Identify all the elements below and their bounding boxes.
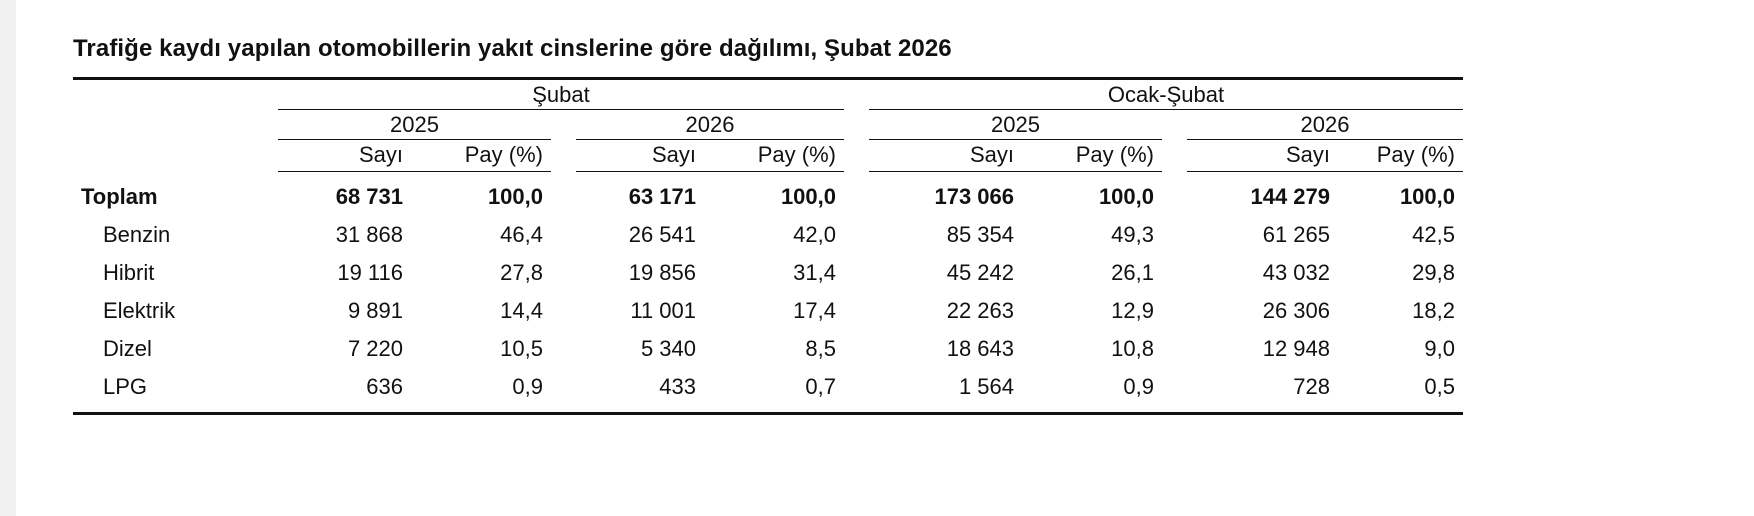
cell-pay: 17,4 xyxy=(793,298,836,323)
cell-sayi: 173 066 xyxy=(934,184,1014,209)
cell-gap xyxy=(844,368,869,414)
cell-gap xyxy=(551,292,576,330)
table-body xyxy=(73,172,1463,414)
cell-pay: 42,0 xyxy=(793,222,836,247)
cell-pay: 10,5 xyxy=(500,336,543,361)
stub-header xyxy=(73,79,278,110)
group-gap xyxy=(844,79,869,110)
cell-sayi: 636 xyxy=(366,374,403,399)
cell-pay: 100,0 xyxy=(1098,184,1154,209)
table-row xyxy=(73,330,1463,368)
cell-pay: 29,8 xyxy=(1412,260,1455,285)
cell-gap xyxy=(1162,292,1187,330)
fuel-type-table xyxy=(73,77,1463,415)
cell-sayi: 63 171 xyxy=(628,184,696,209)
year-header: 2026 xyxy=(1187,110,1463,140)
stub-header xyxy=(73,110,278,140)
cell-pay: 100,0 xyxy=(1399,184,1455,209)
document-body xyxy=(73,34,1455,415)
cell-sayi: 85 354 xyxy=(946,222,1014,247)
cell-sayi: 31 868 xyxy=(335,222,403,247)
subcol-gap xyxy=(551,140,576,172)
cell-sayi: 11 001 xyxy=(630,298,696,323)
cell-sayi: 61 265 xyxy=(1262,222,1330,247)
cell-gap xyxy=(1162,330,1187,368)
subcol-gap xyxy=(1162,140,1187,172)
stub-header xyxy=(73,140,278,172)
cell-pay: 0,5 xyxy=(1424,374,1455,399)
cell-gap xyxy=(551,368,576,414)
row-label: Toplam xyxy=(81,183,158,209)
cell-pay: 27,8 xyxy=(500,260,543,285)
page-left-margin xyxy=(0,0,16,516)
col-header-pay: Pay (%) xyxy=(1022,140,1162,172)
cell-pay: 0,7 xyxy=(805,374,836,399)
cell-pay: 100,0 xyxy=(487,184,543,209)
year-gap xyxy=(551,110,576,140)
cell-gap xyxy=(551,330,576,368)
cell-sayi: 12 948 xyxy=(1262,336,1330,361)
group-header-subat: Şubat xyxy=(278,79,844,110)
cell-gap xyxy=(844,254,869,292)
cell-sayi: 68 731 xyxy=(335,184,403,209)
cell-sayi: 9 891 xyxy=(347,298,403,323)
year-gap xyxy=(844,110,869,140)
cell-sayi: 7 220 xyxy=(347,336,403,361)
cell-gap xyxy=(844,172,869,217)
subcolumn-header-row xyxy=(73,140,1463,172)
group-header-row xyxy=(73,79,1463,110)
cell-pay: 26,1 xyxy=(1111,260,1154,285)
cell-pay: 42,5 xyxy=(1412,222,1455,247)
cell-sayi: 433 xyxy=(659,374,696,399)
row-label: Benzin xyxy=(103,222,171,247)
col-header-sayi: Sayı xyxy=(576,140,704,172)
cell-pay: 14,4 xyxy=(500,298,543,323)
cell-pay: 10,8 xyxy=(1111,336,1154,361)
table-title: Trafiğe kaydı yapılan otomobillerin yakıt cinslerine göre dağılımı, Şubat 2026 xyxy=(73,35,952,62)
cell-pay: 0,9 xyxy=(512,374,543,399)
cell-sayi: 728 xyxy=(1293,374,1330,399)
table-row xyxy=(73,216,1463,254)
year-header: 2026 xyxy=(576,110,844,140)
cell-gap xyxy=(844,330,869,368)
cell-sayi: 26 541 xyxy=(628,222,696,247)
cell-gap xyxy=(844,292,869,330)
col-header-pay: Pay (%) xyxy=(704,140,844,172)
cell-sayi: 26 306 xyxy=(1262,298,1330,323)
cell-sayi: 43 032 xyxy=(1262,260,1330,285)
cell-pay: 49,3 xyxy=(1111,222,1154,247)
cell-sayi: 22 263 xyxy=(946,298,1014,323)
row-label: LPG xyxy=(103,374,148,399)
cell-gap xyxy=(551,254,576,292)
col-header-sayi: Sayı xyxy=(1187,140,1338,172)
cell-sayi: 45 242 xyxy=(946,260,1014,285)
cell-sayi: 1 564 xyxy=(958,374,1014,399)
col-header-pay: Pay (%) xyxy=(411,140,551,172)
cell-pay: 12,9 xyxy=(1111,298,1154,323)
cell-pay: 100,0 xyxy=(780,184,836,209)
cell-gap xyxy=(844,216,869,254)
cell-gap xyxy=(551,172,576,217)
row-label: Dizel xyxy=(103,336,152,361)
cell-pay: 46,4 xyxy=(500,222,543,247)
cell-gap xyxy=(1162,368,1187,414)
year-header: 2025 xyxy=(869,110,1162,140)
cell-sayi: 19 116 xyxy=(337,260,403,285)
year-gap xyxy=(1162,110,1187,140)
col-header-sayi: Sayı xyxy=(869,140,1022,172)
cell-pay: 9,0 xyxy=(1424,336,1455,361)
cell-sayi: 18 643 xyxy=(946,336,1014,361)
year-header: 2025 xyxy=(278,110,551,140)
table-row xyxy=(73,292,1463,330)
col-header-sayi: Sayı xyxy=(278,140,411,172)
cell-sayi: 19 856 xyxy=(628,260,696,285)
cell-sayi: 144 279 xyxy=(1250,184,1330,209)
cell-gap xyxy=(1162,254,1187,292)
cell-pay: 0,9 xyxy=(1123,374,1154,399)
table-row xyxy=(73,368,1463,414)
year-header-row xyxy=(73,110,1463,140)
cell-pay: 31,4 xyxy=(793,260,836,285)
subcol-gap xyxy=(844,140,869,172)
group-header-ocak-subat: Ocak-Şubat xyxy=(869,79,1463,110)
table-row xyxy=(73,254,1463,292)
cell-gap xyxy=(551,216,576,254)
cell-pay: 18,2 xyxy=(1412,298,1455,323)
cell-gap xyxy=(1162,216,1187,254)
table-row-total xyxy=(73,172,1463,217)
cell-gap xyxy=(1162,172,1187,217)
row-label: Elektrik xyxy=(103,298,176,323)
row-label: Hibrit xyxy=(103,260,155,285)
col-header-pay: Pay (%) xyxy=(1338,140,1463,172)
cell-pay: 8,5 xyxy=(805,336,836,361)
cell-sayi: 5 340 xyxy=(640,336,696,361)
